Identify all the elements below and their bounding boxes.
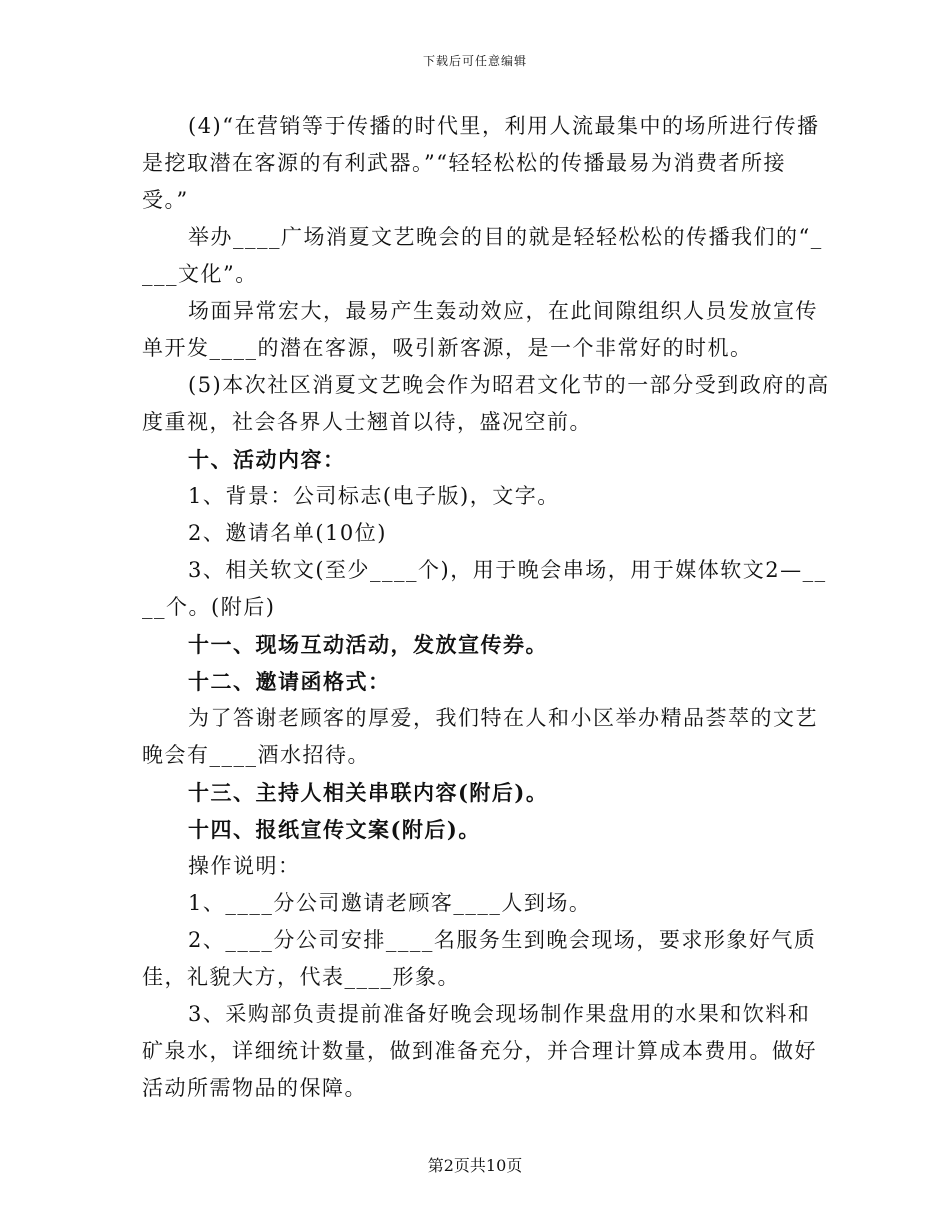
heading-newspaper-copy: 十四、报纸宣传文案(附后)。 xyxy=(188,817,481,842)
paragraph-4-marketing: (4)“在营销等于传播的时代里，利用人流最集中的场所进行传播是挖取潜在客源的有利武器。”“轻轻松松的传播最易为消费者所接受。” xyxy=(142,114,820,212)
heading-interactive-activity: 十一、现场互动活动，发放宣传券。 xyxy=(188,632,548,657)
paragraph-event-purpose: 举办____广场消夏文艺晚会的目的就是轻轻松松的传播我们的“____文化”。 xyxy=(142,225,823,286)
list-item-background: 1、背景：公司标志(电子版)，文字。 xyxy=(188,484,560,508)
paragraph-invitation-text: 为了答谢老顾客的厚爱，我们特在人和小区举办精品荟萃的文艺晚会有____酒水招待。 xyxy=(142,706,818,767)
list-item-waiters: 2、____分公司安排____名服务生到晚会现场，要求形象好气质佳，礼貌大方，代表____形象。 xyxy=(142,928,817,989)
heading-invitation-format: 十二、邀请函格式： xyxy=(188,669,391,694)
list-item-soft-articles: 3、相关软文(至少____个)，用于晚会串场，用于媒体软文2—____个。(附后) xyxy=(142,558,827,619)
page-header: 下载后可任意编辑 xyxy=(422,54,527,68)
paragraph-scene: 场面异常宏大，最易产生轰动效应，在此间隙组织人员发放宣传单开发____的潜在客源，吸引新客源，是一个非常好的时机。 xyxy=(142,299,818,360)
paragraph-5-government: (5)本次社区消夏文艺晚会作为昭君文化节的一部分受到政府的高度重视，社会各界人士翘首以待，盛况空前。 xyxy=(142,373,830,434)
list-item-invite-list: 2、邀请名单(10位) xyxy=(188,521,387,545)
heading-host-content: 十三、主持人相关串联内容(附后)。 xyxy=(188,780,549,805)
heading-activity-content: 十、活动内容： xyxy=(188,447,346,472)
list-item-purchasing: 3、采购部负责提前准备好晚会现场制作果盘用的水果和饮料和矿泉水，详细统计数量，做到准备充分，并合理计算成本费用。做好活动所需物品的保障。 xyxy=(142,1002,817,1100)
page-footer: 第2页共10页 xyxy=(427,1156,523,1175)
list-item-invite-customers: 1、____分公司邀请老顾客____人到场。 xyxy=(188,891,592,915)
document-body xyxy=(142,108,832,1107)
heading-operation-notes: 操作说明： xyxy=(188,854,301,878)
